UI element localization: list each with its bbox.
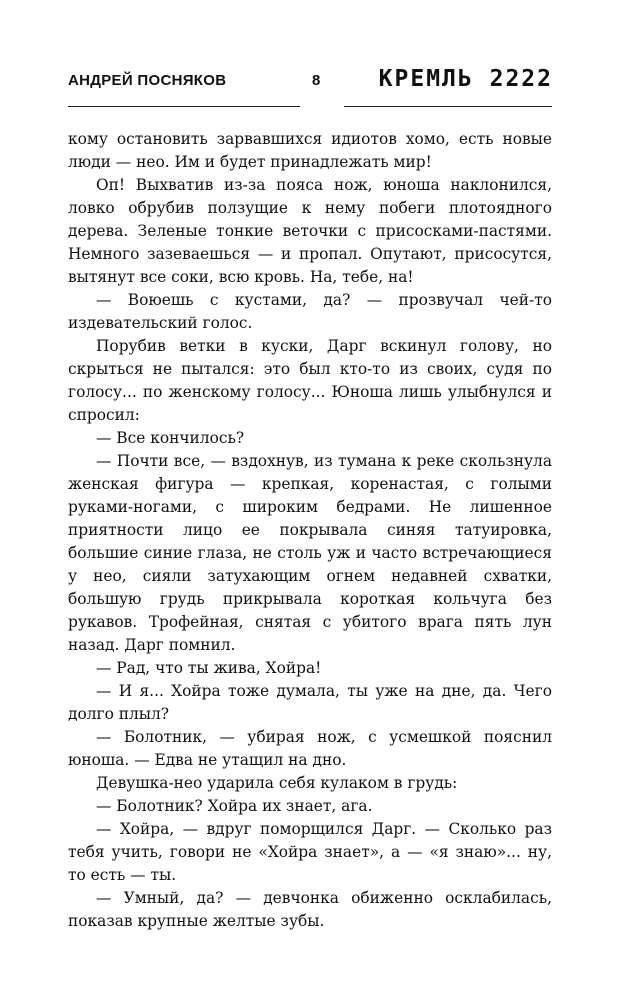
paragraph: Девушка-нео ударила себя кулаком в грудь:	[96, 774, 458, 792]
paragraph: — И я... Хойра тоже думала, ты уже на дне, да. Чего долго плыл?	[68, 682, 552, 723]
paragraph: — Болотник? Хойра их знает, ага.	[96, 797, 373, 815]
author-name: АНДРЕЙ ПОСНЯКОВ	[68, 72, 227, 89]
paragraph: — Болотник, — убирая нож, с усмешкой пояснил юноша. — Едва не утащил на дно.	[68, 728, 552, 769]
paragraph: Порубив ветки в куски, Дарг вскинул голову, но скрыться не пытался: это был кто-то из своих, судя по голосу... по женскому голосу... Юноша лишь улыбнулся и спросил:	[68, 337, 552, 424]
paragraph: — Хойра, — вдруг поморщился Дарг. — Сколько раз тебя учить, говори не «Хойра знает», а — «я знаю»... ну, то есть — ты.	[68, 820, 552, 884]
paragraph: — Рад, что ты жива, Хойра!	[96, 659, 322, 677]
book-title: КРЕМЛЬ 2222	[378, 66, 553, 92]
page-number: 8	[312, 72, 321, 89]
header-rule-left	[68, 106, 300, 107]
paragraph: — Воюешь с кустами, да? — прозвучал чей-то издевательский голос.	[68, 291, 552, 332]
paragraph: — Умный, да? — девчонка обиженно осклабилась, показав крупные желтые зубы.	[68, 889, 552, 930]
header-rule-right	[344, 106, 552, 107]
paragraph: — Все кончилось?	[96, 429, 245, 447]
body-text	[68, 128, 552, 933]
paragraph: — Почти все, — вздохнув, из тумана к реке скользнула женская фигура — крепкая, коренастая, с голыми руками-ногами, с широким бедрами. Не лишенное приятности лицо ее покрывала синяя татуировка, большие синие глаза, не столь уж и часто встречающиеся у нео, сияли затухающим огнем недавней схватки, большую грудь прикрывала короткая кольчуга без рукавов. Трофейная, снятая с убитого врага пять лун назад. Дарг помнил.	[68, 452, 552, 654]
running-header	[0, 0, 619, 120]
paragraph: кому остановить зарвавшихся идиотов хомо, есть новые люди — нео. Им и будет принадлежать мир!	[68, 130, 552, 171]
paragraph: Оп! Выхватив из-за пояса нож, юноша наклонился, ловко обрубив ползущие к нему побеги плотоядного дерева. Зеленые тонкие веточки с присосками-пастями. Немного зазеваешься — и пропал. Опутают, присосутся, вытянут все соки, всю кровь. На, тебе, на!	[68, 176, 552, 286]
